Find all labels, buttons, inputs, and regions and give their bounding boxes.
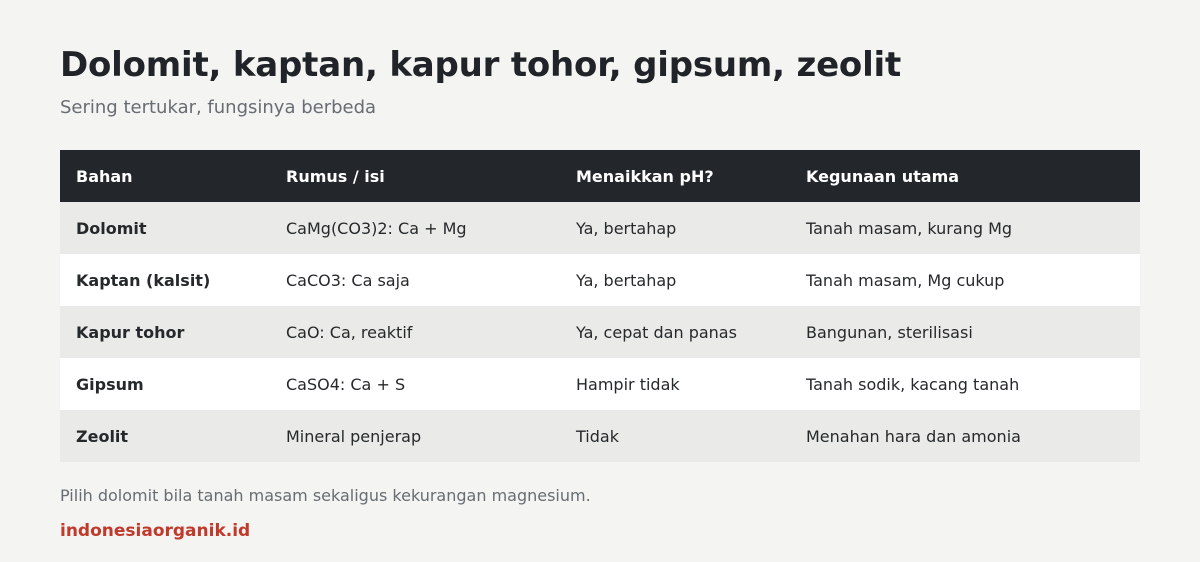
cell-formula: CaMg(CO3)2: Ca + Mg	[286, 218, 467, 238]
table-row	[60, 306, 1140, 358]
column-header-rumus: Rumus / isi	[286, 166, 385, 186]
column-header-bahan: Bahan	[76, 166, 133, 186]
cell-ph: Ya, bertahap	[576, 270, 677, 290]
cell-ph: Hampir tidak	[576, 374, 680, 394]
cell-use: Bangunan, sterilisasi	[806, 322, 973, 342]
cell-use: Tanah sodik, kacang tanah	[806, 374, 1020, 394]
cell-formula: CaSO4: Ca + S	[286, 374, 406, 394]
cell-material: Gipsum	[76, 374, 144, 394]
column-header-kegunaan: Kegunaan utama	[806, 166, 960, 186]
brand-link[interactable]: indonesiaorganik.id	[60, 521, 251, 541]
table-header-row	[60, 150, 1140, 202]
footnote: Pilih dolomit bila tanah masam sekaligus kekurangan magnesium.	[60, 486, 591, 505]
cell-use: Menahan hara dan amonia	[806, 426, 1021, 446]
cell-material: Kaptan (kalsit)	[76, 270, 211, 290]
cell-material: Dolomit	[76, 218, 147, 238]
table-row	[60, 202, 1140, 254]
cell-use: Tanah masam, Mg cukup	[806, 270, 1005, 290]
table-row	[60, 410, 1140, 462]
cell-use: Tanah masam, kurang Mg	[806, 218, 1013, 238]
comparison-table	[60, 150, 1140, 462]
cell-formula: Mineral penjerap	[286, 426, 422, 446]
cell-material: Kapur tohor	[76, 322, 185, 342]
table-row	[60, 358, 1140, 410]
page-subtitle: Sering tertukar, fungsinya berbeda	[60, 97, 377, 118]
column-header-ph: Menaikkan pH?	[576, 166, 714, 186]
cell-formula: CaCO3: Ca saja	[286, 270, 410, 290]
cell-ph: Ya, cepat dan panas	[576, 322, 737, 342]
table-row	[60, 254, 1140, 306]
cell-material: Zeolit	[76, 426, 129, 446]
cell-ph: Tidak	[576, 426, 619, 446]
page-title: Dolomit, kaptan, kapur tohor, gipsum, zeolit	[60, 45, 902, 85]
cell-formula: CaO: Ca, reaktif	[286, 322, 413, 342]
cell-ph: Ya, bertahap	[576, 218, 677, 238]
